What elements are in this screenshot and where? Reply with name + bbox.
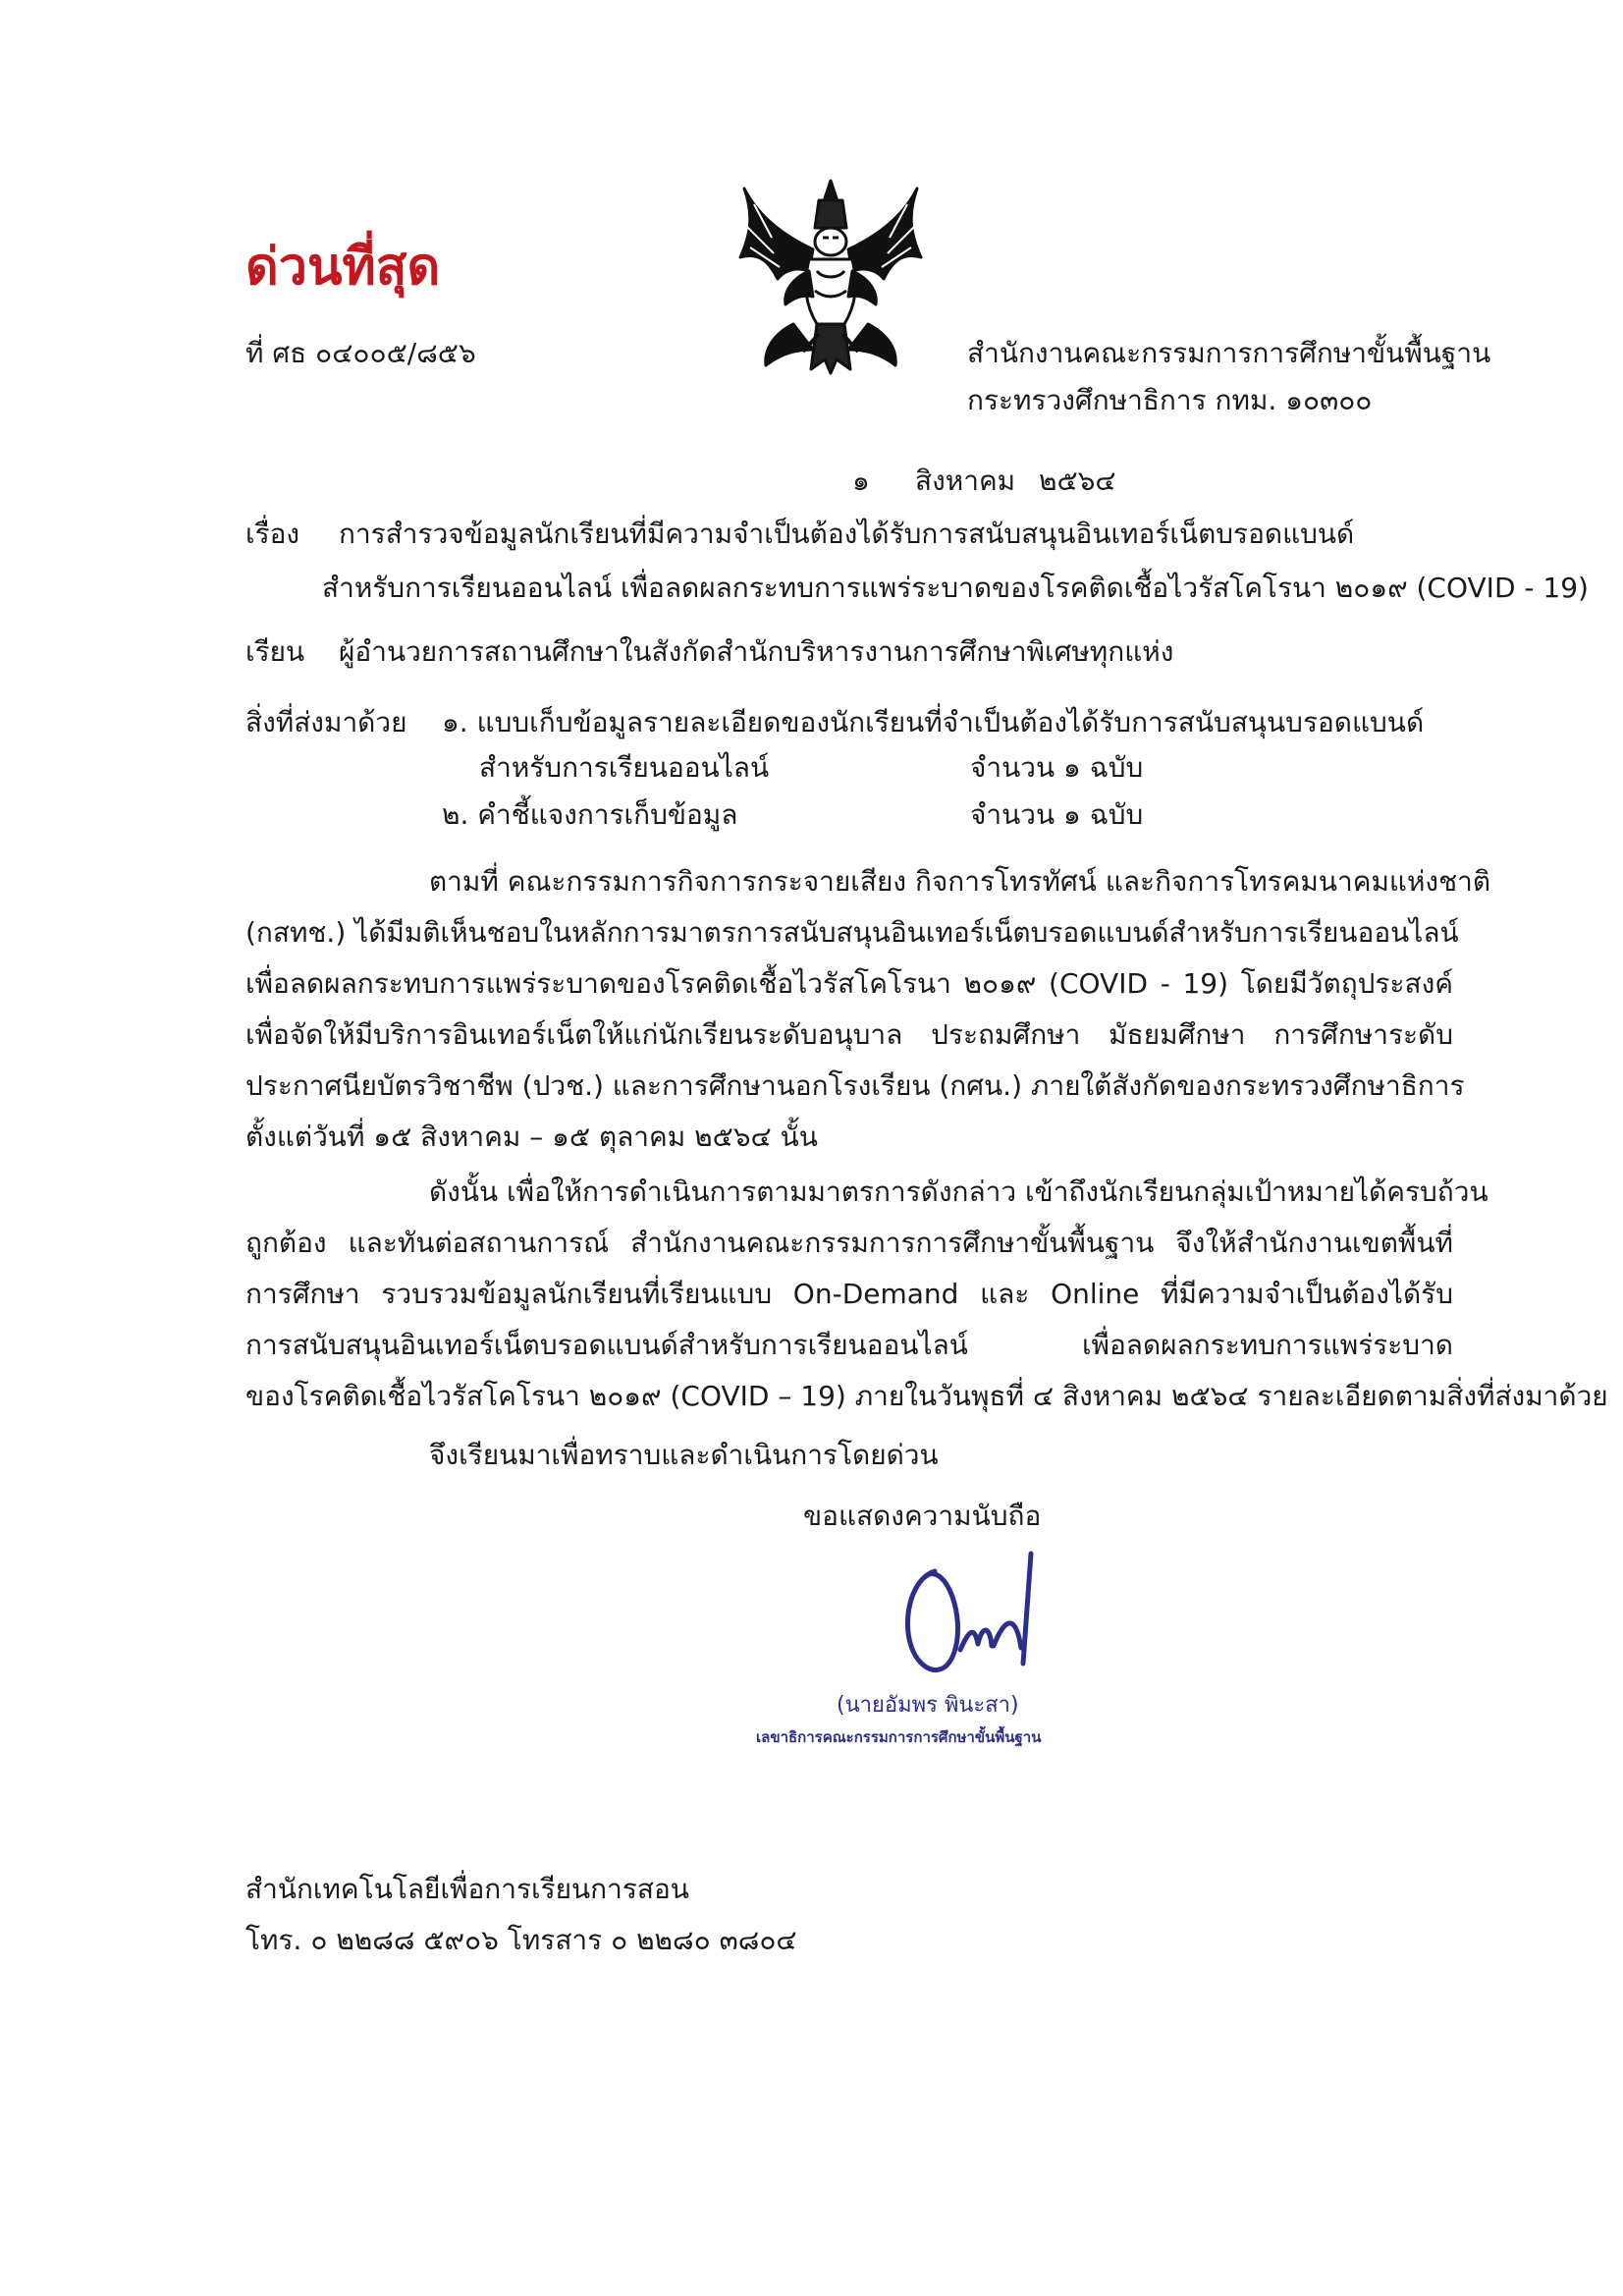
subject-label: เรื่อง xyxy=(245,518,300,550)
paragraph-1-line: เพื่อลดผลกระทบการแพร่ระบาดของโรคติดเชื้อไวรัสโคโรนา ๒๐๑๙ (COVID - 19) โดยมีวัตถุประสงค์ xyxy=(245,967,1453,1000)
signatory-name: (นายอัมพร พินะสา) xyxy=(837,1693,1019,1718)
enclosures-label: สิ่งที่ส่งมาด้วย xyxy=(245,706,407,738)
paragraph-2-line: การสนับสนุนอินเทอร์เน็ตบรอดแบนด์สำหรับการเรียนออนไลน์ เพื่อลดผลกระทบการแพร่ระบาด xyxy=(245,1329,1453,1361)
handwritten-signature xyxy=(884,1542,1070,1689)
date-year: ๒๕๖๔ xyxy=(1039,465,1116,497)
paragraph-1-line: (กสทช.) ได้มีมติเห็นชอบในหลักการมาตรการสนับสนุนอินเทอร์เน็ตบรอดแบนด์สำหรับการเรียนออนไลน์ xyxy=(245,916,1459,949)
subject-line-1: การสำรวจข้อมูลนักเรียนที่มีความจำเป็นต้องได้รับการสนับสนุนอินเทอร์เน็ตบรอดแบนด์ xyxy=(339,518,1355,550)
document-number: ที่ ศธ ๐๔๐๐๕/๘๕๖ xyxy=(245,337,476,369)
enclosure-item-1-cont: สำหรับการเรียนออนไลน์ xyxy=(479,751,770,784)
date-day: ๑ xyxy=(852,465,870,497)
enclosure-item-1-quantity: จำนวน ๑ ฉบับ xyxy=(970,751,1144,784)
salutation-label: เรียน xyxy=(245,635,305,668)
paragraph-2-line: ถูกต้อง และทันต่อสถานการณ์ สำนักงานคณะกรรมการการศึกษาขั้นพื้นฐาน จึงให้สำนักงานเขตพื้นที่ xyxy=(245,1227,1453,1259)
subject-line-2: สำหรับการเรียนออนไลน์ เพื่อลดผลกระทบการแพร่ระบาดของโรคติดเชื้อไวรัสโคโรนา ๒๐๑๙ (COVID - 19) xyxy=(322,572,1589,604)
paragraph-2-line: ดังนั้น เพื่อให้การดำเนินการตามมาตรการดังกล่าว เข้าถึงนักเรียนกลุ่มเป้าหมายได้ครบถ้วน xyxy=(429,1175,1488,1208)
paragraph-1-line: ตามที่ คณะกรรมการกิจการกระจายเสียง กิจการโทรทัศน์ และกิจการโทรคมนาคมแห่งชาติ xyxy=(429,865,1491,898)
closing-salutation: ขอแสดงความนับถือ xyxy=(803,1500,1042,1532)
paragraph-1-line: เพื่อจัดให้มีบริการอินเทอร์เน็ตให้แก่นักเรียนระดับอนุบาล ประถมศึกษา มัธยมศึกษา การศึกษาระดับ xyxy=(245,1018,1453,1051)
footer-unit: สำนักเทคโนโลยีเพื่อการเรียนการสอน xyxy=(245,1873,689,1905)
urgency-label: ด่วนที่สุด xyxy=(245,238,441,297)
paragraph-1-line: ประกาศนียบัตรวิชาชีพ (ปวช.) และการศึกษานอกโรงเรียน (กศน.) ภายใต้สังกัดของกระทรวงศึกษาธิการ xyxy=(245,1069,1465,1102)
garuda-emblem-icon xyxy=(734,177,927,378)
sender-address: กระทรวงศึกษาธิการ กทม. ๑๐๓๐๐ xyxy=(967,384,1373,416)
date-month: สิงหาคม xyxy=(915,465,1016,497)
paragraph-2-line: ของโรคติดเชื้อไวรัสโคโรนา ๒๐๑๙ (COVID – 19) ภายในวันพุธที่ ๔ สิงหาคม ๒๕๖๔ รายละเอียดตามสิ่งที่ส่งมาด้วย xyxy=(245,1380,1608,1412)
enclosure-item-2-quantity: จำนวน ๑ ฉบับ xyxy=(970,798,1144,831)
enclosure-item-2: ๒. คำชี้แจงการเก็บข้อมูล xyxy=(442,798,738,831)
paragraph-1-line: ตั้งแต่วันที่ ๑๕ สิงหาคม – ๑๕ ตุลาคม ๒๕๖๔ นั้น xyxy=(245,1121,818,1153)
paragraph-2-line: การศึกษา รวบรวมข้อมูลนักเรียนที่เรียนแบบ On-Demand และ Online ที่มีความจำเป็นต้องได้รับ xyxy=(245,1278,1453,1310)
signatory-position: เลขาธิการคณะกรรมการการศึกษาขั้นพื้นฐาน xyxy=(756,1728,1042,1746)
salutation-recipient: ผู้อำนวยการสถานศึกษาในสังกัดสำนักบริหารงานการศึกษาพิเศษทุกแห่ง xyxy=(339,635,1174,668)
closing-sentence: จึงเรียนมาเพื่อทราบและดำเนินการโดยด่วน xyxy=(429,1439,939,1471)
sender-office: สำนักงานคณะกรรมการการศึกษาขั้นพื้นฐาน xyxy=(967,337,1491,369)
footer-contact: โทร. ๐ ๒๒๘๘ ๕๙๐๖ โทรสาร ๐ ๒๒๘๐ ๓๘๐๔ xyxy=(245,1924,797,1956)
enclosure-item-1: ๑. แบบเก็บข้อมูลรายละเอียดของนักเรียนที่จำเป็นต้องได้รับการสนับสนุนบรอดแบนด์ xyxy=(442,706,1425,738)
